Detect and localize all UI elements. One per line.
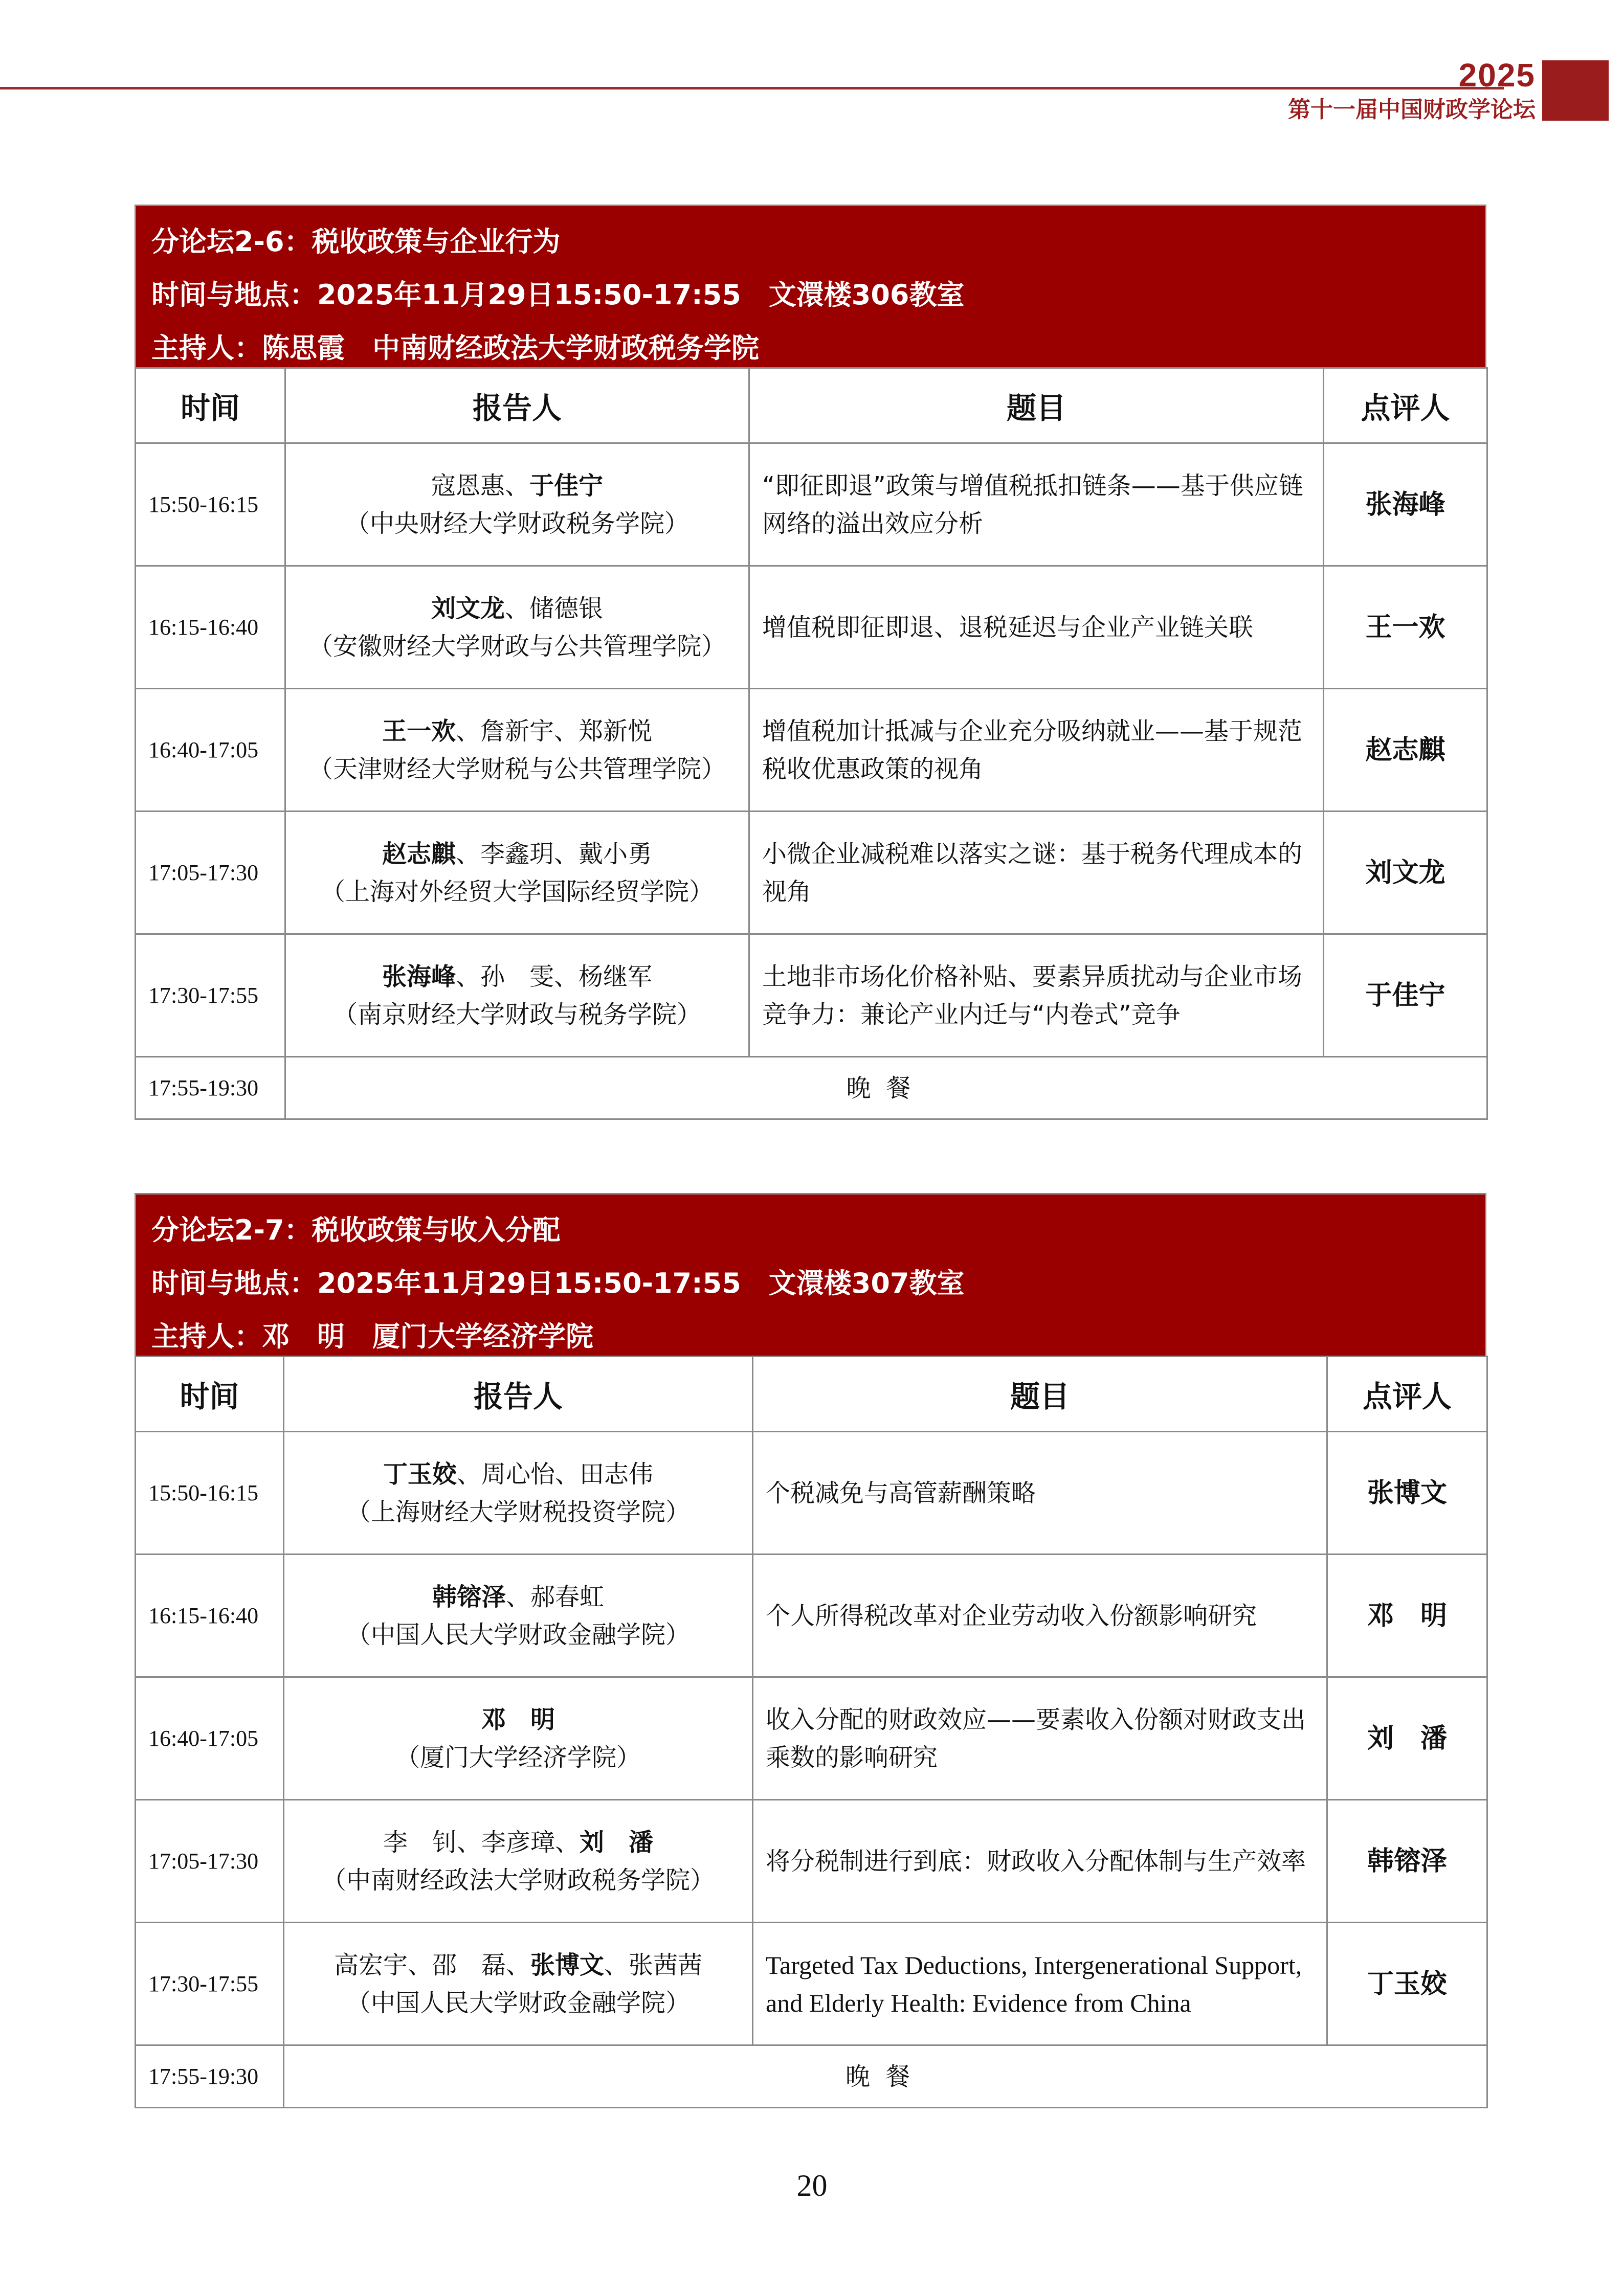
- forum-host: 主持人：邓 明 厦门大学经济学院: [151, 1320, 593, 1353]
- table-row: [136, 812, 1487, 934]
- speaker-separator: 、: [505, 1950, 530, 1979]
- speaker-name: 孙 雯: [480, 962, 554, 991]
- schedule-table: [135, 1356, 1488, 2108]
- speaker-affiliation: （中央财经大学财政税务学院）: [345, 509, 689, 538]
- speaker-separator: 、: [504, 594, 529, 623]
- forum-time-place: 时间与地点：2025年11月29日15:50-17:55 文澴楼307教室: [151, 1267, 965, 1299]
- table-row: [136, 566, 1487, 689]
- reviewer: 张海峰: [1324, 443, 1487, 566]
- table-row: [136, 1800, 1487, 1923]
- speaker-separator: 、: [456, 1828, 481, 1857]
- reviewer: 赵志麒: [1324, 689, 1487, 812]
- speakers-cell: [285, 566, 749, 689]
- table-row: [136, 1677, 1487, 1800]
- speaker-separator: 、: [504, 471, 529, 500]
- table-row: [136, 1555, 1487, 1677]
- reviewer: 于佳宁: [1324, 934, 1487, 1057]
- session-time: 15:50-16:15: [136, 443, 285, 566]
- speaker-separator: 、: [455, 839, 480, 868]
- forum-header: [135, 1193, 1486, 1356]
- speaker-name: 周心怡: [481, 1459, 555, 1489]
- speaker-name: 丁玉姣: [383, 1459, 457, 1489]
- speaker-name: 刘文龙: [431, 594, 505, 623]
- speaker-separator: 、: [555, 1828, 580, 1857]
- column-header-speaker: 报告人: [285, 368, 749, 443]
- table-row: [136, 443, 1487, 566]
- speaker-name: 邵 磊: [432, 1950, 506, 1979]
- speaker-name: 王一欢: [382, 716, 456, 746]
- speaker-names: [298, 835, 736, 873]
- speaker-names: [297, 1455, 740, 1493]
- header-event-name: 第十一届中国财政学论坛: [1288, 97, 1536, 123]
- forum-host: 主持人：陈思霞 中南财经政法大学财政税务学院: [151, 332, 759, 364]
- table-row: [136, 1923, 1487, 2045]
- reviewer: 韩镕泽: [1327, 1800, 1487, 1923]
- session-time: 15:50-16:15: [136, 1432, 284, 1555]
- speaker-name: 储德银: [529, 594, 604, 623]
- paper-topic: “即征即退”政策与增值税抵扣链条——基于供应链网络的溢出效应分析: [749, 443, 1324, 566]
- speaker-name: 杨继军: [579, 962, 653, 991]
- session-time: 17:05-17:30: [136, 1800, 284, 1923]
- speaker-name: 田志伟: [580, 1459, 654, 1489]
- table-row: [136, 1432, 1487, 1555]
- reviewer: 刘 潘: [1327, 1677, 1487, 1800]
- speaker-names: [298, 712, 736, 750]
- speaker-separator: 、: [505, 1582, 530, 1611]
- speaker-affiliation: （中南财经政法大学财政税务学院）: [321, 1865, 715, 1895]
- dinner-time: 17:55-19:30: [136, 2045, 284, 2108]
- speaker-name: 于佳宁: [529, 471, 604, 500]
- speaker-names: [297, 1824, 740, 1861]
- forum-title: 分论坛2-7：税收政策与收入分配: [151, 1214, 561, 1246]
- header-year: 2025: [1458, 57, 1536, 94]
- column-header-reviewer: 点评人: [1324, 368, 1487, 443]
- paper-topic: 个人所得税改革对企业劳动收入份额影响研究: [753, 1555, 1327, 1677]
- speakers-cell: [285, 689, 749, 812]
- paper-topic: 增值税即征即退、退税延迟与企业产业链关联: [749, 566, 1324, 689]
- session-time: 16:15-16:40: [136, 566, 285, 689]
- speaker-affiliation: （上海财经大学财税投资学院）: [346, 1497, 690, 1526]
- table-row: [136, 689, 1487, 812]
- speaker-affiliation: （中国人民大学财政金融学院）: [346, 1620, 690, 1649]
- speaker-separator: 、: [554, 839, 579, 868]
- forum-2-7: [135, 1193, 1486, 2108]
- speaker-names: [298, 590, 736, 627]
- speaker-separator: 、: [554, 962, 579, 991]
- forum-time-place: 时间与地点：2025年11月29日15:50-17:55 文澴楼306教室: [151, 279, 965, 311]
- speaker-names: [297, 1578, 740, 1616]
- speakers-cell: [284, 1800, 753, 1923]
- column-header-topic: 题目: [753, 1357, 1327, 1432]
- reviewer: 王一欢: [1324, 566, 1487, 689]
- speaker-separator: 、: [554, 716, 579, 746]
- speaker-name: 刘 潘: [580, 1828, 654, 1857]
- speakers-cell: [285, 812, 749, 934]
- table-row: [136, 934, 1487, 1057]
- forum-title: 分论坛2-6：税收政策与企业行为: [151, 226, 561, 258]
- speaker-name: 韩镕泽: [432, 1582, 506, 1611]
- speakers-cell: [285, 443, 749, 566]
- reviewer: 张博文: [1327, 1432, 1487, 1555]
- speaker-names: [297, 1701, 740, 1739]
- paper-topic: 个税减免与高管薪酬策略: [753, 1432, 1327, 1555]
- paper-topic: 收入分配的财政效应——要素收入份额对财政支出乘数的影响研究: [753, 1677, 1327, 1800]
- speaker-name: 邓 明: [481, 1705, 555, 1734]
- column-header-speaker: 报告人: [284, 1357, 753, 1432]
- paper-topic: 土地非市场化价格补贴、要素异质扰动与企业市场竞争力：兼论产业内迁与“内卷式”竞争: [749, 934, 1324, 1057]
- column-header-reviewer: 点评人: [1327, 1357, 1487, 1432]
- speakers-cell: [284, 1555, 753, 1677]
- page-number: 20: [796, 2169, 828, 2202]
- schedule-table: [135, 367, 1488, 1120]
- session-time: 17:30-17:55: [136, 1923, 284, 2045]
- speaker-separator: 、: [555, 1459, 580, 1489]
- speaker-affiliation: （厦门大学经济学院）: [395, 1743, 641, 1772]
- speaker-name: 郑新悦: [579, 716, 653, 746]
- dinner-label: 晚餐: [284, 2045, 1487, 2108]
- speaker-name: 李鑫玥: [480, 839, 554, 868]
- speaker-separator: 、: [604, 1950, 629, 1979]
- speaker-names: [297, 1946, 740, 1984]
- paper-topic: Targeted Tax Deductions, Intergenerational Support, and Elderly Health: Evidence from China: [753, 1923, 1327, 2045]
- speaker-name: 李 钊: [383, 1828, 457, 1857]
- speakers-cell: [284, 1677, 753, 1800]
- reviewer: 丁玉姣: [1327, 1923, 1487, 2045]
- column-header-time: 时间: [136, 368, 285, 443]
- speaker-name: 高宏宇: [333, 1950, 408, 1979]
- paper-topic: 将分税制进行到底：财政收入分配体制与生产效率: [753, 1800, 1327, 1923]
- speaker-name: 张茜茜: [629, 1950, 703, 1979]
- dinner-row: [136, 1057, 1487, 1119]
- speakers-cell: [284, 1432, 753, 1555]
- reviewer: 邓 明: [1327, 1555, 1487, 1677]
- session-time: 16:40-17:05: [136, 689, 285, 812]
- speaker-separator: 、: [455, 716, 480, 746]
- dinner-row: [136, 2045, 1487, 2108]
- header-brand-block: [1542, 60, 1609, 121]
- dinner-time: 17:55-19:30: [136, 1057, 285, 1119]
- dinner-label: 晚餐: [285, 1057, 1487, 1119]
- paper-topic: 增值税加计抵减与企业充分吸纳就业——基于规范税收优惠政策的视角: [749, 689, 1324, 812]
- speaker-name: 郝春虹: [530, 1582, 605, 1611]
- session-time: 16:40-17:05: [136, 1677, 284, 1800]
- speaker-name: 戴小勇: [579, 839, 653, 868]
- speaker-affiliation: （中国人民大学财政金融学院）: [346, 1988, 690, 2017]
- speaker-separator: 、: [456, 1459, 481, 1489]
- speaker-affiliation: （安徽财经大学财政与公共管理学院）: [308, 632, 726, 661]
- speaker-name: 张海峰: [382, 962, 456, 991]
- speaker-separator: 、: [455, 962, 480, 991]
- session-time: 17:05-17:30: [136, 812, 285, 934]
- table-header-row: [136, 368, 1487, 443]
- speaker-name: 李彦璋: [481, 1828, 555, 1857]
- speakers-cell: [285, 934, 749, 1057]
- table-header-row: [136, 1357, 1487, 1432]
- forum-header: [135, 205, 1486, 367]
- session-time: 17:30-17:55: [136, 934, 285, 1057]
- session-time: 16:15-16:40: [136, 1555, 284, 1677]
- forum-2-6: [135, 205, 1486, 1120]
- speaker-name: 张博文: [530, 1950, 605, 1979]
- speaker-affiliation: （南京财经大学财政与税务学院）: [332, 1000, 701, 1029]
- column-header-time: 时间: [136, 1357, 284, 1432]
- paper-topic: 小微企业减税难以落实之谜：基于税务代理成本的视角: [749, 812, 1324, 934]
- speaker-names: [298, 958, 736, 996]
- reviewer: 刘文龙: [1324, 812, 1487, 934]
- speaker-affiliation: （天津财经大学财税与公共管理学院）: [308, 754, 726, 783]
- speaker-separator: 、: [407, 1950, 432, 1979]
- speaker-name: 寇恩惠: [431, 471, 505, 500]
- speaker-affiliation: （上海对外经贸大学国际经贸学院）: [320, 877, 714, 906]
- speaker-name: 詹新宇: [480, 716, 554, 746]
- speaker-name: 赵志麒: [382, 839, 456, 868]
- speaker-names: [298, 467, 736, 505]
- column-header-topic: 题目: [749, 368, 1324, 443]
- speakers-cell: [284, 1923, 753, 2045]
